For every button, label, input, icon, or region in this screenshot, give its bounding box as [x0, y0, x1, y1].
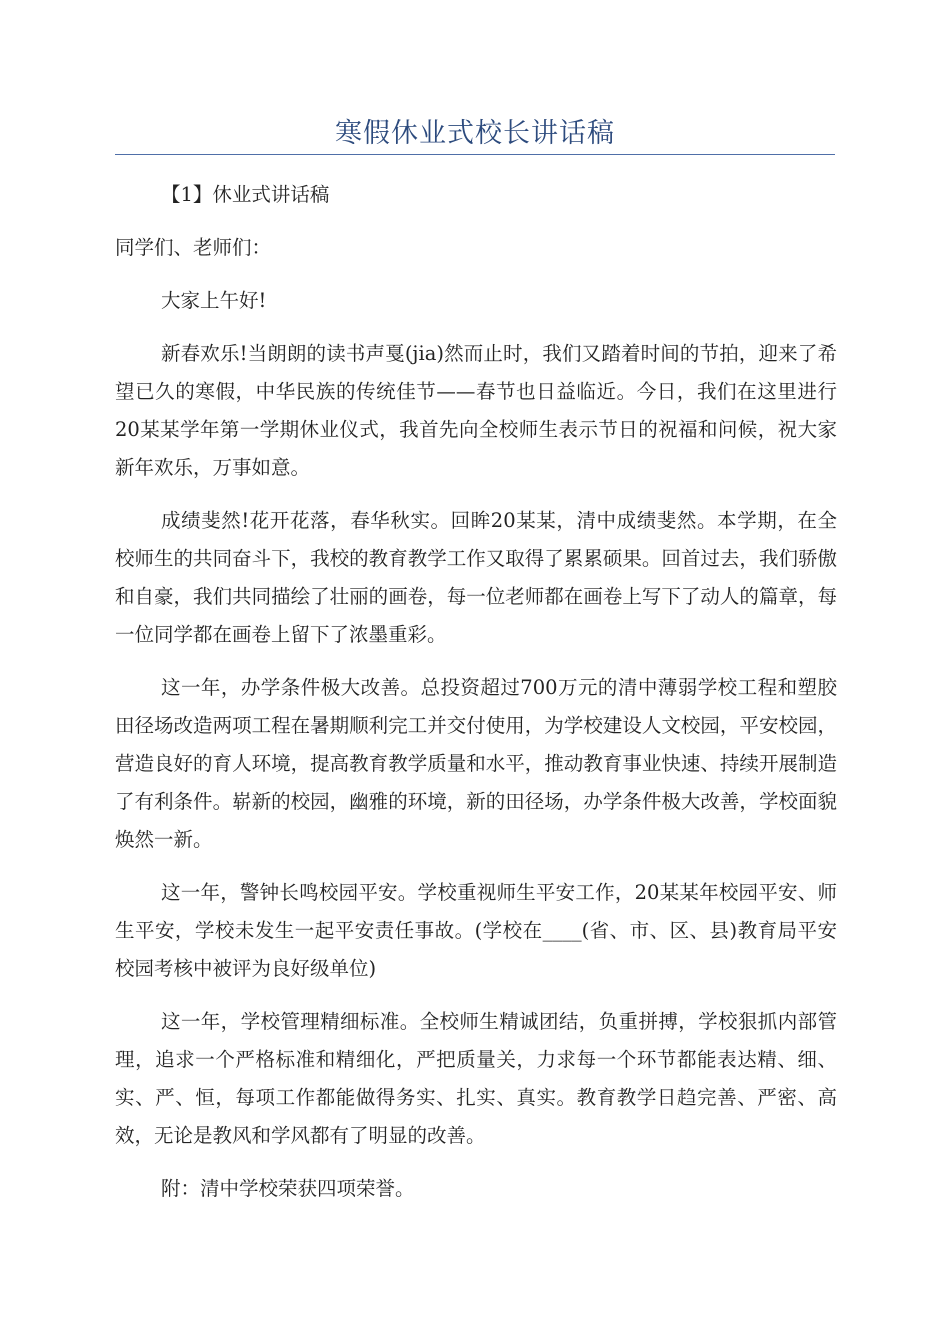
document-title: 寒假休业式校长讲话稿 — [335, 118, 615, 149]
greeting: 大家上午好! — [161, 289, 267, 312]
paragraph: 这一年，办学条件极大改善。总投资超过700万元的清中薄弱学校工程和塑胶田径场改造两项工程在暑期顺利完工并交付使用，为学校建设人文校园，平安校园，营造良好的育人环境，提高教育教学质量和水平，推动教育事业快速、持续开展制造了有利条件。崭新的校园，幽雅的环境，新的田径场，办学条件极大改善，学校面貌焕然一新。 — [115, 676, 837, 851]
section-heading: 【1】休业式讲话稿 — [161, 183, 330, 206]
paragraph: 这一年，学校管理精细标准。全校师生精诚团结，负重拼搏，学校狠抓内部管理，追求一个严格标准和精细化，严把质量关，力求每一个环节都能表达精、细、实、严、恒，每项工作都能做得务实、扎实、真实。教育教学日趋完善、严密、高效，无论是教风和学风都有了明显的改善。 — [115, 1010, 837, 1147]
paragraph: 这一年，警钟长鸣校园平安。学校重视师生平安工作，20某某年校园平安、师生平安，学校未发生一起平安责任事故。(学校在____(省、市、区、县)教育局平安校园考核中被评为良好级单位) — [115, 881, 837, 980]
title-underline — [115, 154, 835, 155]
paragraph: 新春欢乐!当朗朗的读书声戛(jia)然而止时，我们又踏着时间的节拍，迎来了希望已久的寒假，中华民族的传统佳节——春节也日益临近。今日，我们在这里进行20某某学年第一学期休业仪式，我首先向全校师生表示节日的祝福和问候，祝大家新年欢乐，万事如意。 — [115, 342, 837, 479]
paragraph: 附：清中学校荣获四项荣誉。 — [161, 1177, 415, 1200]
paragraph: 成绩斐然!花开花落，春华秋实。回眸20某某，清中成绩斐然。本学期，在全校师生的共同奋斗下，我校的教育教学工作又取得了累累硕果。回首过去，我们骄傲和自豪，我们共同描绘了壮丽的画卷，每一位老师都在画卷上写下了动人的篇章，每一位同学都在画卷上留下了浓墨重彩。 — [115, 509, 837, 646]
document-body — [115, 176, 837, 1223]
salutation: 同学们、老师们： — [115, 236, 272, 259]
